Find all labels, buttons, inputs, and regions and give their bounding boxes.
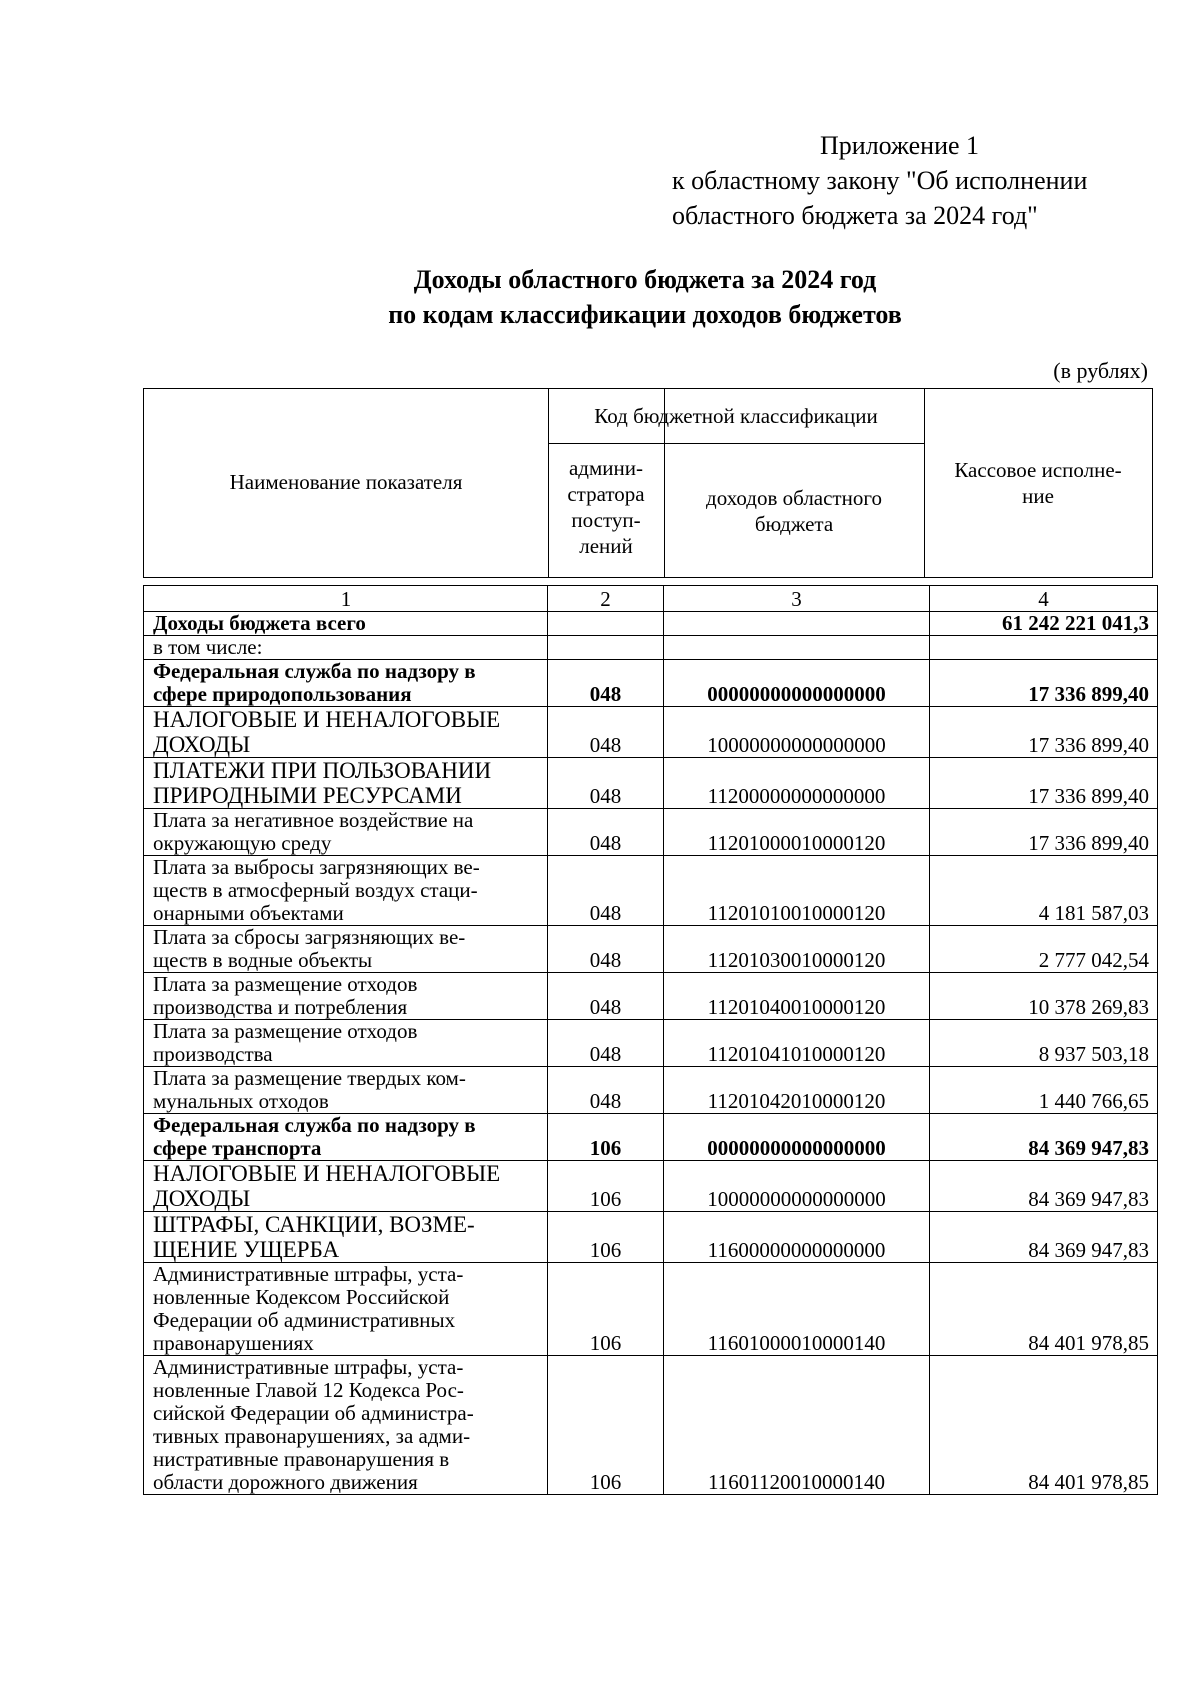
row-amount: 17 336 899,40 [930, 809, 1158, 856]
table-row [144, 926, 1158, 973]
row-amount: 17 336 899,40 [930, 707, 1158, 758]
row-income-code: 10000000000000000 [664, 1161, 930, 1212]
row-income-code: 11201042010000120 [664, 1067, 930, 1114]
row-name: НАЛОГОВЫЕ И НЕНАЛОГОВЫЕ ДОХОДЫ [144, 1161, 548, 1212]
table-row [144, 1356, 1158, 1495]
table-row [144, 856, 1158, 926]
row-admin-code [548, 636, 664, 660]
row-amount: 84 369 947,83 [930, 1161, 1158, 1212]
row-amount: 17 336 899,40 [930, 758, 1158, 809]
row-income-code: 10000000000000000 [664, 707, 930, 758]
row-admin-code: 048 [548, 660, 664, 707]
row-admin-code [548, 612, 664, 636]
table-header [143, 388, 1153, 578]
table-row [144, 1263, 1158, 1356]
table-row [144, 612, 1158, 636]
row-amount: 61 242 221 041,3 [930, 612, 1158, 636]
row-income-code [664, 612, 930, 636]
document-title [0, 262, 1200, 332]
row-income-code [664, 636, 930, 660]
appendix-line-3: областного бюджета за 2024 год" [672, 201, 1038, 230]
row-amount: 84 401 978,85 [930, 1356, 1158, 1495]
table-row [144, 1212, 1158, 1263]
row-income-code: 11201010010000120 [664, 856, 930, 926]
table-row [144, 973, 1158, 1020]
row-admin-code: 048 [548, 1067, 664, 1114]
revenue-table [143, 585, 1158, 1495]
row-income-code: 11201041010000120 [664, 1020, 930, 1067]
row-amount: 84 401 978,85 [930, 1263, 1158, 1356]
row-name: НАЛОГОВЫЕ И НЕНАЛОГОВЫЕ ДОХОДЫ [144, 707, 548, 758]
header-admin: админи- стратора поступ- лений [567, 456, 645, 558]
row-admin-code: 106 [548, 1161, 664, 1212]
row-name: Доходы бюджета всего [144, 612, 548, 636]
table-row [144, 758, 1158, 809]
row-admin-code: 048 [548, 926, 664, 973]
header-cash-execution: Кассовое исполне- ние [954, 458, 1122, 508]
table-row [144, 1067, 1158, 1114]
row-name: Плата за сбросы загрязняющих ве- ществ в водные объекты [144, 926, 548, 973]
unit-note: (в рублях) [1053, 358, 1148, 383]
row-amount: 2 777 042,54 [930, 926, 1158, 973]
row-income-code: 11601120010000140 [664, 1356, 930, 1495]
table-row [144, 636, 1158, 660]
row-name: Федеральная служба по надзору в сфере природопользования [144, 660, 548, 707]
row-name: ШТРАФЫ, САНКЦИИ, ВОЗМЕ- ЩЕНИЕ УЩЕРБА [144, 1212, 548, 1263]
appendix-line-2: к областному закону "Об исполнении [672, 166, 1088, 195]
row-name: Плата за негативное воздействие на окружающую среду [144, 809, 548, 856]
row-income-code: 11601000010000140 [664, 1263, 930, 1356]
row-income-code: 11201000010000120 [664, 809, 930, 856]
row-amount: 17 336 899,40 [930, 660, 1158, 707]
header-code-group: Код бюджетной классификации [594, 404, 878, 428]
row-amount: 84 369 947,83 [930, 1212, 1158, 1263]
table-row [144, 809, 1158, 856]
table-row [144, 660, 1158, 707]
title-line-2: по кодам классификации доходов бюджетов [388, 300, 902, 329]
table-row [144, 707, 1158, 758]
row-admin-code: 048 [548, 856, 664, 926]
row-name: Федеральная служба по надзору в сфере транспорта [144, 1114, 548, 1161]
row-name: Плата за размещение твердых ком- мунальных отходов [144, 1067, 548, 1114]
row-amount: 8 937 503,18 [930, 1020, 1158, 1067]
row-admin-code: 106 [548, 1263, 664, 1356]
row-income-code: 00000000000000000 [664, 1114, 930, 1161]
row-amount: 84 369 947,83 [930, 1114, 1158, 1161]
title-line-1: Доходы областного бюджета за 2024 год [413, 265, 877, 294]
appendix-line-1: Приложение 1 [820, 131, 980, 160]
row-admin-code: 048 [548, 809, 664, 856]
row-income-code: 11201040010000120 [664, 973, 930, 1020]
row-name: Плата за выбросы загрязняющих ве- ществ в атмосферный воздух стаци- онарными объектами [144, 856, 548, 926]
row-admin-code: 048 [548, 707, 664, 758]
row-admin-code: 048 [548, 758, 664, 809]
row-admin-code: 048 [548, 973, 664, 1020]
row-name: Административные штрафы, уста- новленные Главой 12 Кодекса Рос- сийской Федерации об администра- тивных правонарушениях, за адми- нистративные правонарушения в области дорожного движения [144, 1356, 548, 1495]
row-name: Административные штрафы, уста- новленные Кодексом Российской Федерации об административных правонарушениях [144, 1263, 548, 1356]
column-numbers-row: 1 2 3 4 [144, 586, 1158, 612]
appendix-heading [672, 128, 1087, 233]
row-income-code: 11200000000000000 [664, 758, 930, 809]
table-row [144, 1161, 1158, 1212]
row-admin-code: 106 [548, 1212, 664, 1263]
row-income-code: 11201030010000120 [664, 926, 930, 973]
row-name: Плата за размещение отходов производства и потребления [144, 973, 548, 1020]
row-income-code: 11600000000000000 [664, 1212, 930, 1263]
row-amount: 4 181 587,03 [930, 856, 1158, 926]
row-income-code: 00000000000000000 [664, 660, 930, 707]
row-admin-code: 106 [548, 1356, 664, 1495]
table-row [144, 1114, 1158, 1161]
row-name: в том числе: [144, 636, 548, 660]
row-amount: 10 378 269,83 [930, 973, 1158, 1020]
row-admin-code: 048 [548, 1020, 664, 1067]
row-amount [930, 636, 1158, 660]
row-name: Плата за размещение отходов производства [144, 1020, 548, 1067]
row-amount: 1 440 766,65 [930, 1067, 1158, 1114]
header-name: Наименование показателя [229, 470, 463, 494]
header-income-code: доходов областного бюджета [706, 486, 882, 536]
row-admin-code: 106 [548, 1114, 664, 1161]
row-name: ПЛАТЕЖИ ПРИ ПОЛЬЗОВАНИИ ПРИРОДНЫМИ РЕСУРСАМИ [144, 758, 548, 809]
table-row [144, 1020, 1158, 1067]
